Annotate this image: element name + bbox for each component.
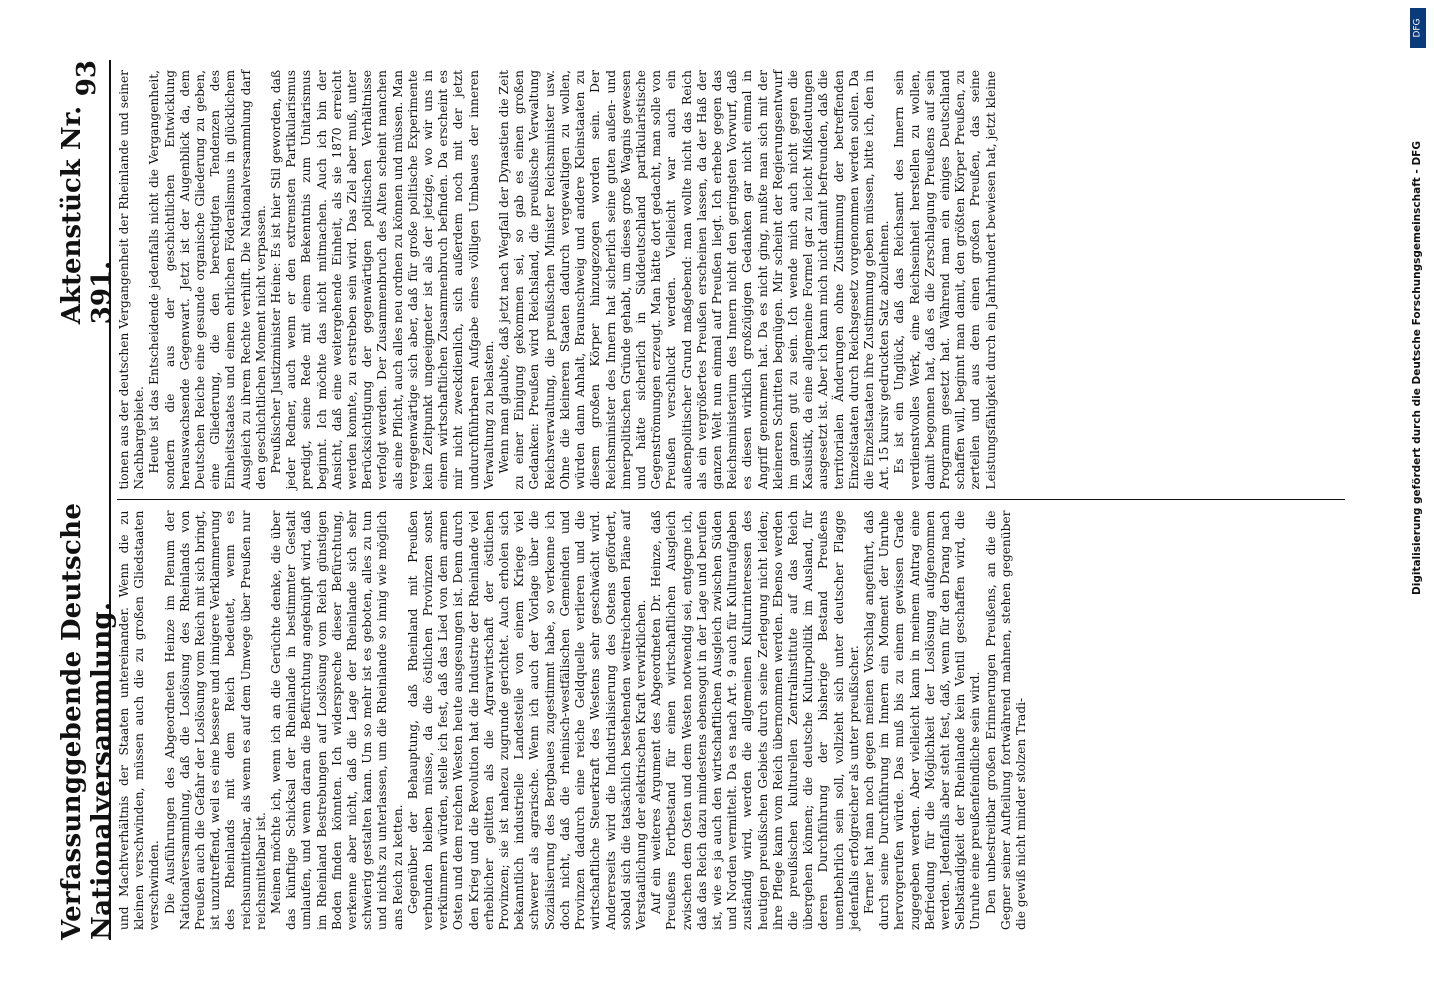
paragraph: Den unbestreitbar großen Erinnerungen Preußens, an die die Gegner seiner Aufteilung fortwährend mahnen, stehen gegenüber die gewiß nicht minder stolzen Tradi- bbox=[983, 510, 1028, 930]
paragraph: und Machtverhältnis der Staaten untereinander. Wenn die zu kleinen verschwinden, müssen auch die zu großen Gliedstaaten verschwinden. bbox=[117, 510, 162, 930]
document-page bbox=[55, 50, 1355, 950]
paragraph: Die Ausführungen des Abgeordneten Heinze im Plenum der Nationalversammlung, daß die Loslösung des Rheinlands von Preußen auch die Gefahr der Loslösung vom Reich mit sich bringt, ist unzutreffend, weil es eine bessere und innigere Verklammerung des Rheinlands mit dem Reich bedeutet, wenn es reichsunmittelbar, als wenn es auf dem Umwege über Preußen nur reichsmittelbar ist. bbox=[162, 510, 268, 930]
page-number: 93 bbox=[72, 60, 102, 97]
header-title: Verfassunggebende Deutsche Nationalversammlung. bbox=[57, 502, 117, 940]
text-columns bbox=[117, 60, 1345, 940]
paragraph: Gegenüber der Behauptung, daß Rheinland mit Preußen verbunden bleiben müsse, da die östlichen Provinzen sonst verkümmern würden, stelle ich fest, daß das Lied von dem armen Osten und dem reichen Westen heute ausgesungen ist. Denn durch den Krieg und die Revolution hat die Industrie der Rheinlande viel erheblicher gelitten als die Agrarwirtschaft der östlichen Provinzen; sie ist nahezu zugrunde gerichtet. Auch erholen sich bekanntlich industrielle Landesteile von einem Kriege viel schwerer als agrarische. Wenn ich auch der Vorlage über die Sozialisierung des Bergbaues zugestimmt habe, so verkenne ich doch nicht, daß die rheinisch-westfälischen Gemeinden und Provinzen dadurch eine reiche Geldquelle verlieren und die wirtschaftliche Steuerkraft des Westens sehr geschwächt wird. Andererseits wird die Industrialisierung des Ostens gefördert, sobald sich die tatsächlich bestehenden weitreichenden Pläne auf Verstaatlichung der elektrischen Kraft verwirklichen. bbox=[405, 510, 648, 930]
paragraph: Meinen möchte ich, wenn ich an die Gerüchte denke, die über das künftige Schicksal der Rheinlande in bestimmter Gestalt umlaufen, und wenn daran die Befürchtung angeknüpft wird, daß im Rheinland Bestrebungen auf Loslösung vom Reich günstigen Boden finden könnten. Ich widerspreche dieser Befürchtung, verkenne aber nicht, daß die Lage der Rheinlande sich sehr schwierig gestalten kann. Um so mehr ist es geboten, alles zu tun und nichts zu unterlassen, um die Rheinlande so innig wie möglich ans Reich zu ketten. bbox=[269, 510, 405, 930]
text-column-right bbox=[117, 60, 1345, 500]
paragraph: Ferner hat man noch gegen meinen Vorschlag angeführt, daß durch seine Durchführung im Innern ein Moment der Unruhe hervorgerufen würde. Das muß bis zu einem gewissen Grade zugegeben werden. Aber vielleicht kann in meinem Antrag eine Befriedung für die Möglichkeit der Loslösung aufgenommen werden. Jedenfalls aber steht fest, daß, wenn für den Drang nach Selbständigkeit der Rheinlande kein Ventil geschaffen wird, die Unruhe eine preußenfeindliche sein wird. bbox=[861, 510, 983, 930]
paragraph: Es ist ein Unglück, daß das Reichsamt des Innern sein verdienstvolles Werk, eine Reichseinheit herstellen zu wollen, damit begonnen hat, daß es die Zerschlagung Preußens auf sein Programm gesetzt hat. Während man ein einiges Deutschland schaffen will, beginnt man damit, den größten Körper Preußen, zu zerteilen und aus dem einen großen Preußen, das seine Leistungsfähigkeit durch ein Jahrhundert bewiesen hat, jetzt kleine bbox=[892, 70, 998, 490]
paragraph: Wenn man glaubte, daß jetzt nach Wegfall der Dynastien die Zeit zu einer Einigung gekommen sei, so gab es einen großen Gedanken: Preußen wird Reichsland, die preußische Verwaltung Reichsverwaltung, die preußischen Minister Reichsminister usw. Ohne die kleineren Staaten dadurch vergewaltigen zu wollen, würden dann Anhalt, Braunschweig und andere Kleinstaaten zu diesem großen Körper hinzugezogen worden sein. Der Reichsminister des Innern hat sicherlich seine guten außen- und innerpolitischen Gründe gehabt, um dieses große Wagnis gewesen und hätte sicherlich in Süddeutschland partikularistische Gegenströmungen erzeugt. Man hätte dort gedacht, man solle von Preußen verschluckt werden. Vielleicht war auch ein außenpolitischer Grund maßgebend: man wollte nicht das Reich als ein vergrößertes Preußen erscheinen lassen, da der Haß der ganzen Welt nun einmal auf Preußen liegt. Ich erhebe gegen das Reichsministerium des Innern nicht den geringsten Vorwurf, daß es diesen wirklich großzügigen Gedanken gar nicht einmal in Angriff genommen hat. Da es nicht ging, mußte man sich mit der kleineren Schritten begnügen. Mir scheint der Regierungsentwurf im ganzen gut zu sein. Ich wende mich auch nicht gegen die Kasuistik, da eine allgemeine Formel gar zu leicht Mißdeutungen ausgesetzt ist. Aber ich kann mich nicht damit befreunden, daß die territorialen Änderungen ohne Zustimmung der betreffenden Einzelstaaten durch Reichsgesetz vorgenommen werden sollen. Da die Einzelstaaten ihre Zustimmung geben müssen, bitte ich, den in Art. 15 kursiv gedruckten Satz abzulehnen. bbox=[497, 70, 892, 490]
digitization-notice: Digitalisierung gefördert durch die Deutsche Forschungsgemeinschaft - DFG bbox=[1411, 141, 1423, 595]
header-document-number: Aktenstück Nr. 391. bbox=[57, 105, 117, 325]
paragraph: Preußischer Justizminister Heine: Es ist hier Stil geworden, daß jeder Redner, auch wenn er den extremsten Partikularismus predigt, seine Rede mit einem Bekenntnis zum Unitarismus beginnt. Ich möchte das nicht mitmachen. Auch ich bin der Ansicht, daß eine weitergehende Einheit, als sie 1870 erreicht werden konnte, zu erstreben sein wird. Das Ziel aber muß, unter Berücksichtigung der gegenwärtigen politischen Verhältnisse verfolgt werden. Der Zusammenbruch des Alten scheint manchen als eine Pflicht, auch alles neu ordnen zu können und müssen. Man vergegenwärtige sich aber, daß für große politische Experimente kein Zeitpunkt ungeeigneter ist als der jetzige, wo wir uns in einem wirtschaftlichen Zusammenbruch befinden. Da erscheint es mir nicht zweckdienlich, sich außerdem noch mit der jetzt undurchführbaren Aufgabe eines völligen Umbaues der inneren Verwaltung zu belasten. bbox=[269, 70, 496, 490]
digitization-strip bbox=[1404, 0, 1432, 1000]
dfg-badge-label: DFG bbox=[1413, 18, 1423, 38]
paragraph: Auf ein weiteres Argument des Abgeordneten Dr. Heinze, daß Preußens Fortbestand für einen wirtschaftlichen Ausgleich zwischen dem Osten und dem Westen notwendig sei, entgegne ich, daß das Reich dazu mindestens ebensogut in der Lage und berufen ist, wie es ja auch den wirtschaftlichen Ausgleich zwischen Süden und Norden vermittelt. Da es nach Art. 9 auch für Kulturaufgaben zuständig wird, werden die allgemeinen Kulturinteressen des heutigen preußischen Gebiets durch seine Zerlegung nicht leiden; ihre Pflege kann vom Reich übernommen werden. Ebenso werden die preußischen kulturellen Zentralinstitute auf das Reich übergehen können; die deutsche Kulturpolitik im Ausland, für deren Durchführung der bisherige Bestand Preußens unentbehrlich sein soll, vollzieht sich unter deutscher Flagge jedenfalls erfolgreicher als unter preußischer. bbox=[649, 510, 861, 930]
scanned-page-area bbox=[40, 40, 1370, 960]
text-column-left bbox=[117, 501, 1345, 941]
page-header bbox=[57, 60, 117, 940]
column-divider bbox=[117, 500, 1345, 501]
paragraph: Heute ist das Entscheidende jedenfalls nicht die Vergangenheit, sondern die aus der geschichtlichen Entwicklung herauswachsende Gegenwart. Jetzt ist der Augenblick da, dem Deutschen Reiche eine gesunde organische Gliederung zu geben, eine Gliederung, die den berechtigten Tendenzen des Einheitsstaates und einem ehrlichen Föderalismus in glücklichem Ausgleich zu ihrem Rechte verhilft. Die Nationalversammlung darf den geschichtlichen Moment nicht verpassen. bbox=[147, 70, 268, 490]
paragraph: tionen aus der deutschen Vergangenheit der Rheinlande und seiner Nachbargebiete. bbox=[117, 70, 147, 490]
